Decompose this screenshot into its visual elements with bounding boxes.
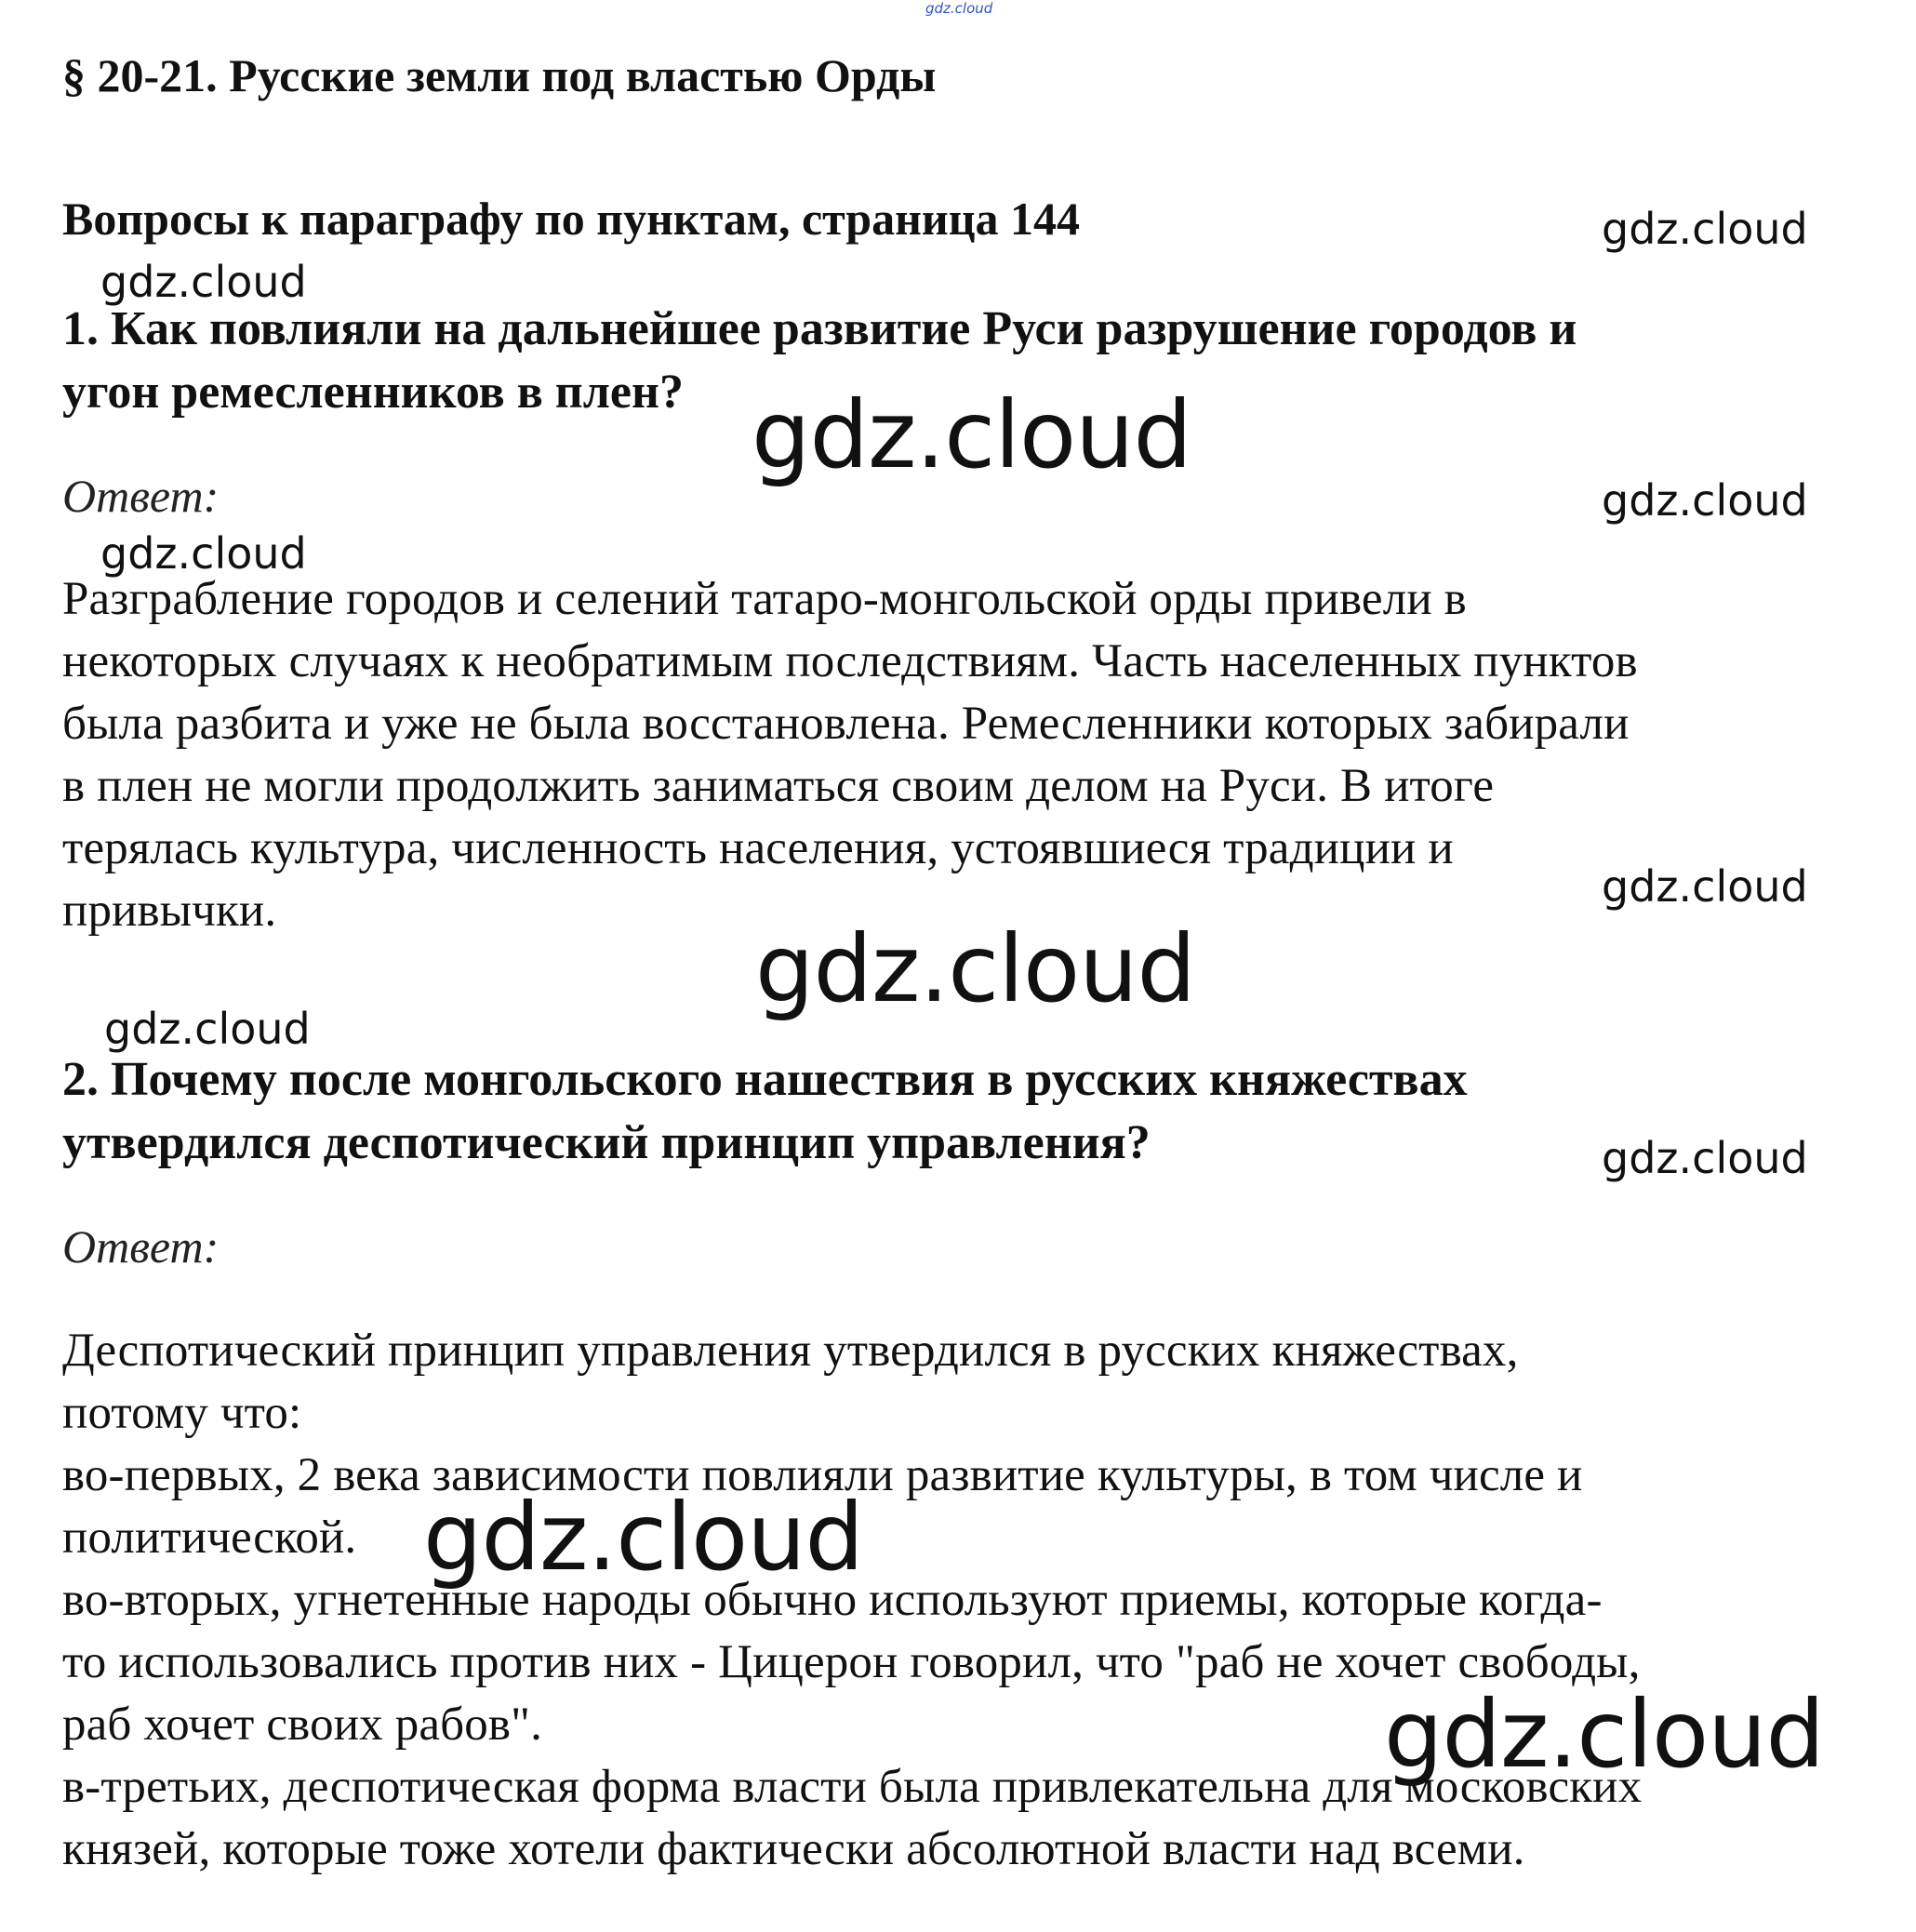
page-title: § 20-21. Русские земли под властью Орды: [62, 49, 937, 101]
answer-2-line-3: во-первых, 2 века зависимости повлияли развитие культуры, в том числе и: [62, 1449, 1583, 1501]
answer-1-label: Ответ:: [62, 470, 220, 522]
question-2-line-2: утвердился деспотический принцип управления?: [62, 1116, 1151, 1169]
watermark-large: gdz.cloud: [755, 914, 1196, 1023]
question-1-line-1: 1. Как повлияли на дальнейшее развитие Руси разрушение городов и: [62, 302, 1577, 355]
answer-1-line-6: привычки.: [62, 885, 277, 937]
header-watermark: gdz.cloud: [925, 0, 993, 17]
watermark: gdz.cloud: [104, 1004, 311, 1054]
answer-1-line-1: Разграбление городов и селений татаро-монгольской орды привели в: [62, 573, 1467, 625]
answer-2-line-1: Деспотический принцип управления утвердился в русских княжествах,: [62, 1325, 1519, 1377]
watermark-large: gdz.cloud: [423, 1483, 864, 1592]
watermark-large: gdz.cloud: [752, 380, 1192, 489]
answer-2-line-4: политической.: [62, 1512, 357, 1564]
answer-1-line-3: была разбита и уже не была восстановлена. Ремесленники которых забирали: [62, 698, 1630, 750]
answer-2-line-9: князей, которые тоже хотели фактически абсолютной власти над всеми.: [62, 1823, 1525, 1875]
answer-2-line-7: раб хочет своих рабов".: [62, 1699, 542, 1751]
answer-1-line-5: терялась культура, численность населения, устоявшиеся традиции и: [62, 822, 1454, 874]
watermark-large: gdz.cloud: [1384, 1680, 1825, 1789]
answer-2-line-6: то использовались против них - Цицерон говорил, что "раб не хочет свободы,: [62, 1636, 1641, 1688]
watermark: gdz.cloud: [100, 528, 307, 579]
watermark: gdz.cloud: [1602, 204, 1808, 254]
answer-2-label: Ответ:: [62, 1220, 220, 1272]
answer-1-line-2: некоторых случаях к необратимым последствиям. Часть населенных пунктов: [62, 635, 1638, 687]
watermark: gdz.cloud: [1602, 1133, 1808, 1183]
answer-2-line-2: потому что:: [62, 1387, 302, 1439]
question-1-line-2: угон ремесленников в плен?: [62, 366, 684, 419]
section-heading: Вопросы к параграфу по пунктам, страница 144: [62, 193, 1081, 245]
answer-2-line-8: в-третьих, деспотическая форма власти была привлекательна для московских: [62, 1761, 1643, 1813]
watermark: gdz.cloud: [100, 257, 307, 307]
question-2-line-1: 2. Почему после монгольского нашествия в русских княжествах: [62, 1053, 1468, 1106]
watermark: gdz.cloud: [1602, 861, 1808, 912]
answer-2-line-5: во-вторых, угнетенные народы обычно используют приемы, которые когда-: [62, 1574, 1603, 1626]
watermark: gdz.cloud: [1602, 475, 1808, 526]
answer-1-line-4: в плен не могли продолжить заниматься своим делом на Руси. В итоге: [62, 760, 1495, 812]
